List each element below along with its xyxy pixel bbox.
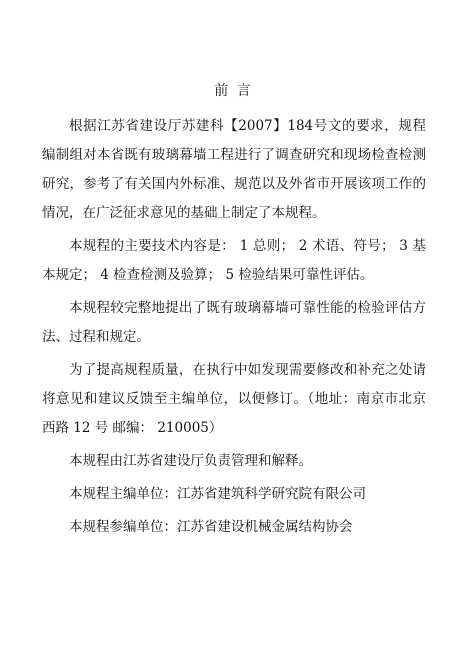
page-title: 前 言 bbox=[214, 83, 253, 99]
paragraph-management: 本规程由江苏省建设厅负责管理和解释。 bbox=[69, 453, 312, 469]
document-body bbox=[42, 112, 426, 546]
paragraph-co-editor: 本规程参编单位：江苏省建设机械金属结构协会 bbox=[69, 519, 353, 535]
paragraph-basis: 根据江苏省建设厅苏建科【2007】184号文的要求，规程编制组对本省既有玻璃幕墙工程进行了调查研究和现场检查检测研究，参考了有关国内外标准、规范以及外省市开展该项工作的情况，在广泛征求意见的基础上制定了本规程。 bbox=[42, 118, 426, 221]
paragraph-feedback: 为了提高规程质量，在执行中如发现需要修改和补充之处请将意见和建议反馈至主编单位，以便修订。（地址：南京市北京西路 12 号 邮编： 210005） bbox=[42, 362, 426, 436]
paragraph-scope: 本规程较完整地提出了既有玻璃幕墙可靠性能的检验评估方法、过程和规定。 bbox=[42, 300, 426, 345]
paragraph-main-content: 本规程的主要技术内容是： 1 总则； 2 术语、符号； 3 基本规定； 4 检查检测及验算； 5 检验结果可靠性评估。 bbox=[42, 238, 426, 283]
paragraph-chief-editor: 本规程主编单位：江苏省建筑科学研究院有限公司 bbox=[69, 486, 366, 502]
